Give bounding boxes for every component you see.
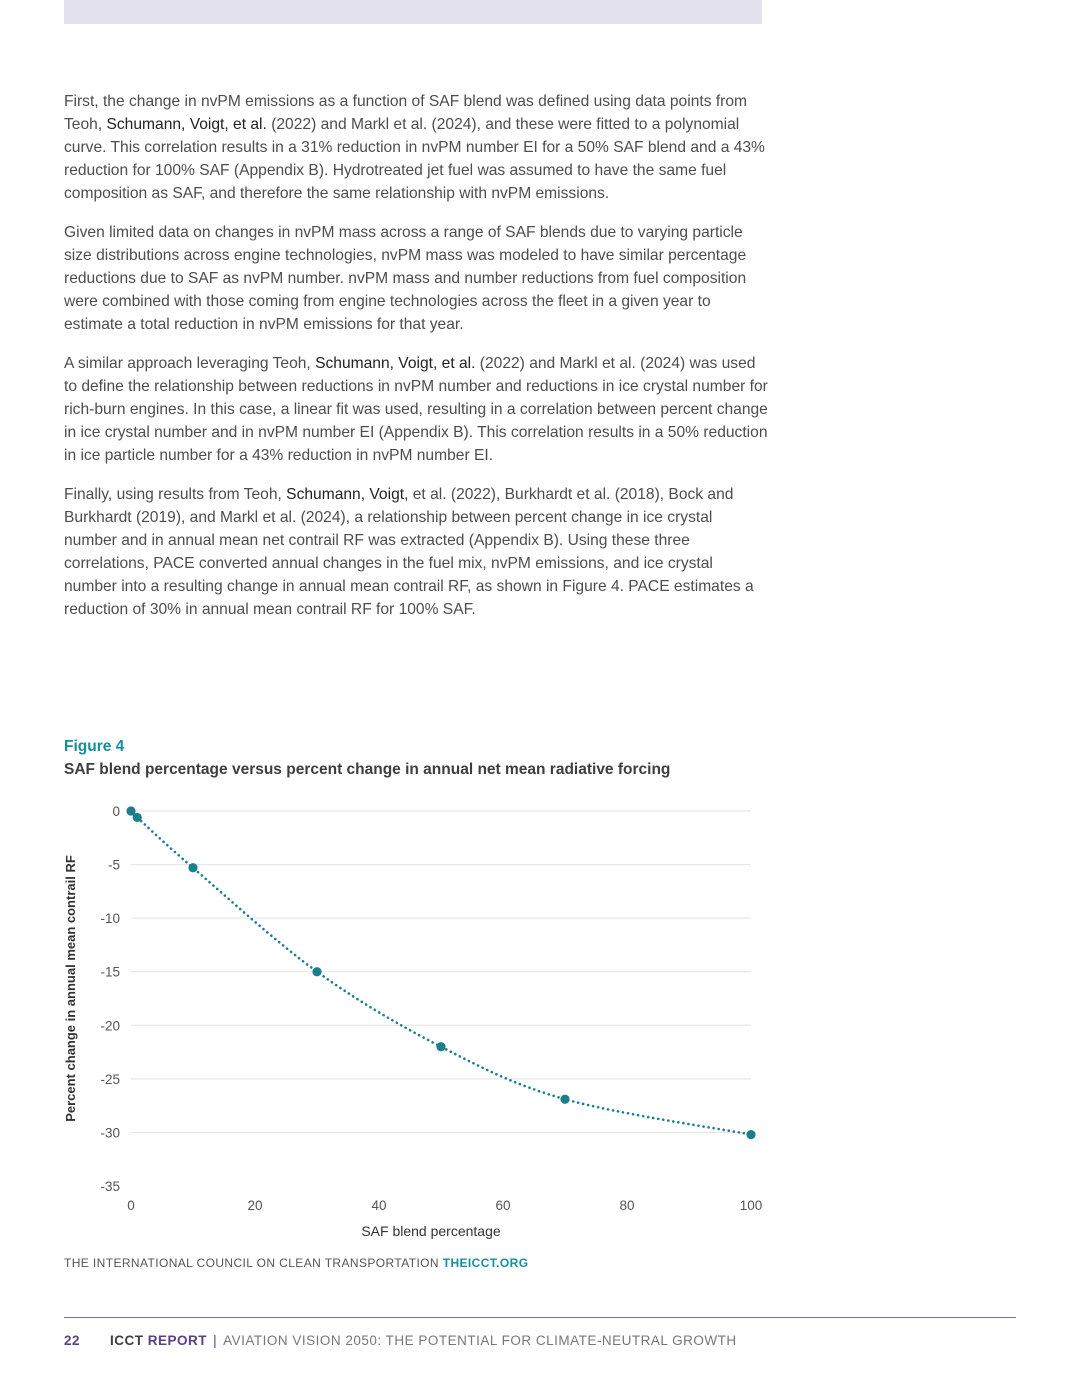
paragraph-text: Finally, using results from Teoh, <box>64 486 287 503</box>
y-tick-label: -25 <box>100 1071 120 1087</box>
y-axis-label: Percent change in annual mean contrail RF <box>63 855 78 1122</box>
series-line <box>131 811 751 1135</box>
figure-label: Figure 4 <box>64 738 125 755</box>
footer-icct: ICCT <box>110 1333 144 1348</box>
citation-text: Schumann, Voigt, <box>286 486 409 503</box>
page-footer <box>64 1333 737 1348</box>
paragraph <box>64 90 768 205</box>
x-tick-label: 20 <box>247 1198 263 1213</box>
x-tick-label: 60 <box>495 1198 511 1213</box>
chart-grid <box>131 811 751 1132</box>
paragraph-text: (2022) and Markl et al. (2024) was used to define the relationship between reductions in nvPM number and reductions in ice crystal number for rich-burn engines. In this case, a linear fit was used, resulting in a correlation between percent change in ice crystal number and in nvPM number EI (Appendix B). This correlation results in a 50% reduction in ice particle number for a 43% reduction in nvPM number EI. <box>64 355 768 464</box>
x-tick-label: 80 <box>619 1198 635 1213</box>
citation-text: Schumann, Voigt, et al. <box>106 116 267 133</box>
footer-report-title: AVIATION VISION 2050: THE POTENTIAL FOR CLIMATE-NEUTRAL GROWTH <box>223 1333 737 1348</box>
footer-divider <box>64 1317 1016 1318</box>
y-tick-label: -20 <box>100 1018 120 1034</box>
paragraph-text: A similar approach leveraging Teoh, <box>64 355 316 372</box>
paragraph <box>64 483 768 621</box>
x-tick-label: 40 <box>371 1198 387 1213</box>
footer-separator: | <box>213 1333 218 1348</box>
x-tick-labels <box>127 1198 762 1213</box>
header-band <box>64 0 762 24</box>
data-point <box>133 813 142 822</box>
y-tick-label: -15 <box>100 964 120 980</box>
credit-org: THE INTERNATIONAL COUNCIL ON CLEAN TRANSPORTATION <box>64 1256 439 1270</box>
paragraph <box>64 352 768 467</box>
y-tick-label: -5 <box>107 857 120 873</box>
data-point <box>312 967 321 976</box>
citation-text: Schumann, Voigt, et al. <box>315 355 476 372</box>
x-axis-label: SAF blend percentage <box>361 1223 501 1239</box>
data-point <box>560 1095 569 1104</box>
paragraph-text: (2022) and Markl et al. (2024), and these were fitted to a polynomial curve. This correlation results in a 31% reduction in nvPM number EI for a 50% SAF blend and a 43% reduction for 100% SAF (Appendix B). Hydrotreated jet fuel was assumed to have the same fuel composition as SAF, and therefore the same relationship with nvPM emissions. <box>64 116 765 202</box>
y-tick-label: -30 <box>100 1125 120 1141</box>
x-tick-label: 100 <box>739 1198 763 1213</box>
body-text <box>64 90 768 637</box>
y-tick-label: -35 <box>100 1179 120 1194</box>
paragraph-text: Given limited data on changes in nvPM mass across a range of SAF blends due to varying particle size distributions across engine technologies, nvPM mass was modeled to have similar percentage reductions due to SAF as nvPM number. nvPM mass and number reductions from fuel composition were combined with those coming from engine technologies across the fleet in a given year to estimate a total reduction in nvPM emissions for that year. <box>64 224 747 333</box>
y-tick-label: 0 <box>112 804 120 819</box>
y-tick-labels <box>100 804 120 1194</box>
figure-title: SAF blend percentage versus percent change in annual net mean radiative forcing <box>64 761 671 778</box>
figure-credit <box>64 1256 528 1270</box>
data-points <box>126 806 755 1139</box>
paragraph-text: et al. (2022), Burkhardt et al. (2018), Bock and Burkhardt (2019), and Markl et al. (2024), a relationship between percent change in ice crystal number and in annual mean net contrail RF was extracted (Appendix B). Using these three correlations, PACE converted annual changes in the fuel mix, nvPM emissions, and ice crystal number into a resulting change in annual mean contrail RF, as shown in Figure 4. PACE estimates a reduction of 30% in annual mean contrail RF for 100% SAF. <box>64 486 754 618</box>
y-tick-label: -10 <box>100 911 120 927</box>
data-point <box>188 863 197 872</box>
data-point <box>746 1130 755 1139</box>
x-tick-label: 0 <box>127 1198 135 1213</box>
paragraph <box>64 221 768 336</box>
footer-report: REPORT <box>147 1333 208 1348</box>
page-number: 22 <box>64 1333 81 1348</box>
paragraph-text: First, the change in nvPM emissions as a function of SAF blend was defined using data points from Teoh, <box>64 93 748 133</box>
data-point <box>436 1042 445 1051</box>
credit-site-link[interactable]: THEICCT.ORG <box>442 1256 529 1270</box>
chart <box>0 790 800 1250</box>
